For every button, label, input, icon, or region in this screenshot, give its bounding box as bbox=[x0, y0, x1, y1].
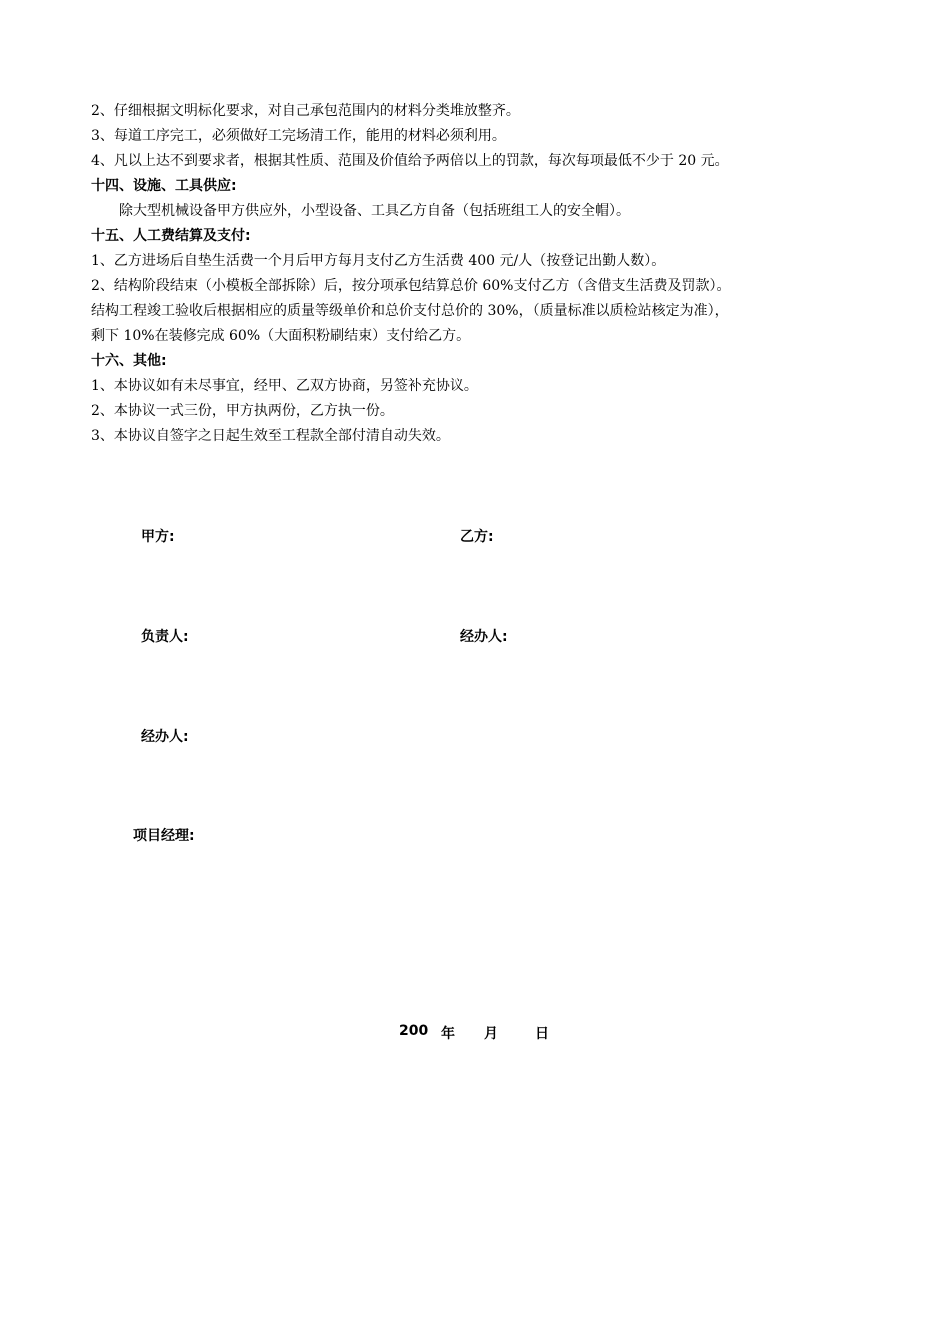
party-a-label: 甲方: bbox=[141, 529, 175, 545]
section-16-item-2: 2、本协议一式三份，甲方执两份，乙方执一份。 bbox=[91, 403, 394, 419]
responsible-person-label: 负责人: bbox=[141, 629, 189, 645]
section-15-item-2: 2、结构阶段结束（小模板全部拆除）后，按分项承包结算总价 60%支付乙方（含借支生活费及罚款）。 bbox=[91, 278, 731, 294]
section-16-item-3: 3、本协议自签字之日起生效至工程款全部付清自动失效。 bbox=[91, 428, 450, 444]
section-15-heading: 十五、人工费结算及支付: bbox=[91, 228, 251, 244]
party-a-handler-label: 经办人: bbox=[141, 729, 189, 745]
section-16-heading: 十六、其他: bbox=[91, 353, 167, 369]
section-15-item-1: 1、乙方进场后自垫生活费一个月后甲方每月支付乙方生活费 400 元/人（按登记出勤人数）。 bbox=[91, 253, 666, 269]
party-b-label: 乙方: bbox=[460, 529, 494, 545]
clause-civilized-item-2: 2、仔细根据文明标化要求，对自己承包范围内的材料分类堆放整齐。 bbox=[91, 103, 520, 119]
clause-civilized-item-4: 4、凡以上达不到要求者，根据其性质、范围及价值给予两倍以上的罚款，每次每项最低不少于 20 元。 bbox=[91, 153, 729, 169]
section-14-heading: 十四、设施、工具供应: bbox=[91, 178, 237, 194]
date-year-unit: 年 bbox=[441, 1026, 455, 1042]
clause-civilized-item-3: 3、每道工序完工，必须做好工完场清工作，能用的材料必须利用。 bbox=[91, 128, 506, 144]
section-15-item-2-continued: 结构工程竣工验收后根据相应的质量等级单价和总价支付总价的 30%，（质量标准以质检站核定为准）， bbox=[91, 303, 729, 319]
date-year: 200 bbox=[399, 1023, 429, 1039]
date-day-unit: 日 bbox=[535, 1026, 549, 1042]
date-month-unit: 月 bbox=[484, 1026, 498, 1042]
project-manager-label: 项目经理: bbox=[133, 828, 195, 844]
section-15-item-2-remainder: 剩下 10%在装修完成 60%（大面积粉刷结束）支付给乙方。 bbox=[91, 328, 471, 344]
section-16-item-1: 1、本协议如有未尽事宜，经甲、乙双方协商，另签补充协议。 bbox=[91, 378, 478, 394]
party-b-handler-label: 经办人: bbox=[460, 629, 508, 645]
section-14-body: 除大型机械设备甲方供应外，小型设备、工具乙方自备（包括班组工人的安全帽）。 bbox=[119, 203, 630, 219]
